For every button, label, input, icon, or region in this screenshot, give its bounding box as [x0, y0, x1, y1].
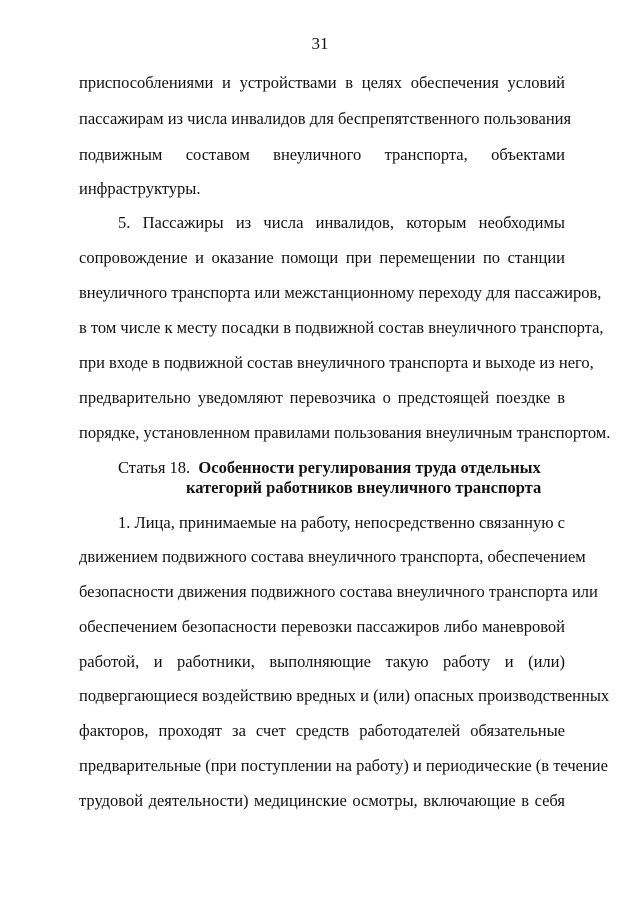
text-line: сопровождение и оказание помощи при перемещении по станции [79, 248, 565, 267]
text-line: 5. Пассажиры из числа инвалидов, которым необходимы [118, 213, 565, 232]
text-line: подвижным составом внеуличного транспорта, объектами [79, 145, 565, 164]
article-number: Статья 18. [118, 458, 191, 477]
text-line: приспособлениями и устройствами в целях обеспечения условий [79, 73, 565, 92]
text-line: безопасности движения подвижного состава внеуличного транспорта или [79, 582, 598, 601]
text-line: обеспечением безопасности перевозки пассажиров либо маневровой [79, 617, 565, 636]
page-number: 31 [311, 34, 329, 53]
article-title-line2: категорий работников внеуличного транспорта [186, 478, 542, 497]
text-line: порядке, установленном правилами пользования внеуличным транспортом. [79, 423, 611, 442]
text-line: движением подвижного состава внеуличного транспорта, обеспечением [79, 547, 586, 566]
article-heading-cont [186, 478, 541, 498]
text-line: внеуличного транспорта или межстанционному переходу для пассажиров, [79, 283, 602, 302]
text-line: подвергающиеся воздействию вредных и (или) опасных производственных [79, 686, 610, 705]
text-line: факторов, проходят за счет средств работодателей обязательные [79, 721, 565, 740]
text-line: инфраструктуры. [79, 179, 201, 198]
article-title-line1: Особенности регулирования труда отдельных [198, 458, 541, 477]
text-line: 1. Лица, принимаемые на работу, непосредственно связанную с [118, 513, 565, 532]
article-heading [118, 458, 541, 478]
text-line: предварительные (при поступлении на работу) и периодические (в течение [79, 756, 608, 775]
text-line: работой, и работники, выполняющие такую работу и (или) [79, 652, 565, 671]
text-line: при входе в подвижной состав внеуличного транспорта и выходе из него, [79, 353, 594, 372]
text-line: предварительно уведомляют перевозчика о предстоящей поездке в [79, 388, 565, 407]
text-line: пассажирам из числа инвалидов для беспрепятственного пользования [79, 109, 572, 128]
text-line: в том числе к месту посадки в подвижной состав внеуличного транспорта, [79, 318, 604, 337]
text-line: трудовой деятельности) медицинские осмотры, включающие в себя [79, 791, 565, 810]
